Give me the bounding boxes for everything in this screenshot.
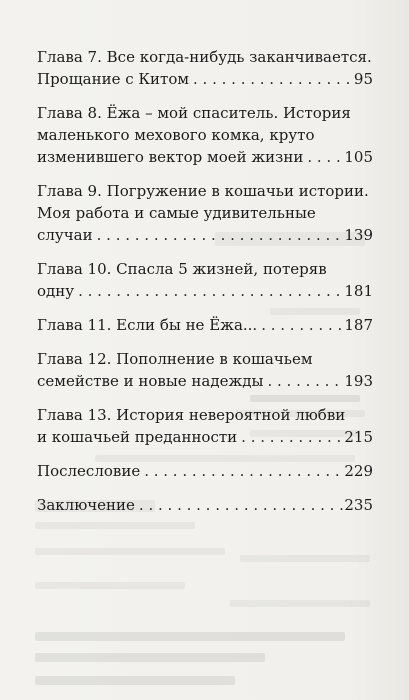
toc-entry-line: и кошачьей преданности bbox=[37, 428, 238, 446]
page-number: 105 bbox=[344, 148, 373, 166]
dot-leader bbox=[237, 426, 344, 448]
page-number: 215 bbox=[344, 428, 373, 446]
toc-entry-chapter-9[interactable] bbox=[37, 180, 373, 246]
page-number: 181 bbox=[344, 282, 373, 300]
toc-entry-afterword[interactable] bbox=[37, 460, 373, 482]
toc-entry-line: Глава 10. Спасла 5 жизней, потеряв bbox=[37, 260, 327, 278]
toc-entry-line: одну bbox=[37, 282, 75, 300]
toc-entry-line: Моя работа и самые удивительные bbox=[37, 204, 316, 222]
toc-entry-line: Глава 8. Ёжа – мой спаситель. История bbox=[37, 104, 351, 122]
toc-entry-chapter-8[interactable] bbox=[37, 102, 373, 168]
toc-entry-chapter-10[interactable] bbox=[37, 258, 373, 302]
toc-entry-line: изменившего вектор моей жизни bbox=[37, 148, 304, 166]
toc-entry-line: Глава 13. История невероятной любви bbox=[37, 406, 346, 424]
table-of-contents bbox=[37, 46, 373, 528]
page-number: 139 bbox=[344, 226, 373, 244]
toc-entry-line: Глава 11. Если бы не Ёжа... bbox=[37, 316, 258, 334]
toc-entry-line: Послесловие bbox=[37, 462, 141, 480]
dot-leader bbox=[189, 68, 354, 90]
dot-leader bbox=[93, 224, 345, 246]
dot-leader bbox=[140, 460, 344, 482]
dot-leader bbox=[303, 146, 344, 168]
toc-entry-line: случаи bbox=[37, 226, 93, 244]
page-number: 187 bbox=[344, 316, 373, 334]
toc-entry-line: маленького мехового комка, круто bbox=[37, 126, 315, 144]
toc-entry-chapter-7[interactable] bbox=[37, 46, 373, 90]
toc-entry-line: Заключение bbox=[37, 496, 135, 514]
dot-leader bbox=[74, 280, 344, 302]
dot-leader bbox=[257, 314, 344, 336]
toc-entry-line: Глава 12. Пополнение в кошачьем bbox=[37, 350, 313, 368]
page-number: 229 bbox=[344, 462, 373, 480]
page-number: 235 bbox=[344, 496, 373, 514]
toc-entry-line: Глава 9. Погружение в кошачьи истории. bbox=[37, 182, 369, 200]
toc-entry-line: Глава 7. Все когда-нибудь заканчивается. bbox=[37, 48, 372, 66]
page-number: 95 bbox=[353, 70, 373, 88]
dot-leader bbox=[135, 494, 344, 516]
toc-entry-conclusion[interactable] bbox=[37, 494, 373, 516]
toc-entry-chapter-11[interactable] bbox=[37, 314, 373, 336]
dot-leader bbox=[263, 370, 344, 392]
page-number: 193 bbox=[344, 372, 373, 390]
toc-entry-chapter-12[interactable] bbox=[37, 348, 373, 392]
toc-entry-chapter-13[interactable] bbox=[37, 404, 373, 448]
toc-entry-line: семействе и новые надежды bbox=[37, 372, 264, 390]
toc-entry-line: Прощание с Китом bbox=[37, 70, 190, 88]
